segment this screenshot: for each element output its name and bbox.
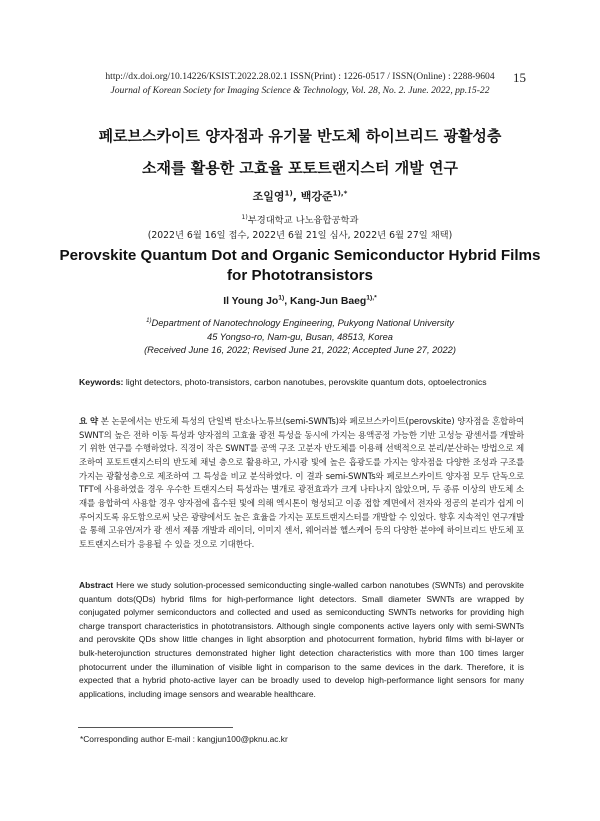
english-affiliation-address: 45 Yongso-ro, Nam-gu, Busan, 48513, Korea <box>207 332 393 342</box>
english-author-2-marker: 1),* <box>366 294 377 302</box>
korean-affiliation <box>0 212 600 226</box>
korean-abstract-text: 본 논문에서는 반도체 특성의 단일벽 탄소나노튜브(semi-SWNTs)와 페로브스카이트(perovskite) 양자점을 혼합하여 SWNT의 높은 전하 이동 특성과 양자점의 고효율 광전 특성을 동시에 가지는 용액공정 가능한 기반 고성능 광센서를 개발하기 위한 연구를 수행하였다. 직경이 작은 SWNT를 공액 구조 고분자 반도체를 이용해 선택적으로 분리/분산하는 방법으로 제조하여 포토트랜지스터의 반도체 채널 층으로 활용하고, 가시광 빛에 높은 흡광도를 가지는 양자점을 다양한 조성과 구조를 가지는 광활성층으로 제조하여 그 특성을 비교 분석하였다. 이 결과 semi-SWNTs와 페로브스카이트 양자점 모두 단독으로 TFT에 사용하였을 경우 우수한 트랜지스터 특성과는 별개로 광전효과가 크게 나타나지 않았으며, 두 종류 이상의 반도체 소재를 융합하여 사용할 경우 양자점에 흡수된 빛에 의해 엑시톤이 형성되고 이종 접합 계면에서 전자와 정공의 분리가 쉽게 이루어지도록 유도함으로써 낮은 광량에서도 높은 효율을 가지는 포토트랜지스터를 개발할 수 있었다. 향후 지속적인 연구개발을 통해 고유연/저가 광 센서 제품 개발과 레이더, 이미지 센서, 웨어러블 헬스케어 등의 다양한 분야에 하이브리드 반도체 포토트랜지스터가 응용될 수 있을 것으로 기대한다. <box>79 416 524 549</box>
english-title-line1: Perovskite Quantum Dot and Organic Semiconductor Hybrid Films <box>59 247 541 264</box>
corresponding-author-footnote: *Corresponding author E-mail : kangjun100@pknu.ac.kr <box>80 734 288 744</box>
english-title-line2: for Phototransistors <box>227 267 373 284</box>
korean-affiliation-marker: 1) <box>241 213 248 221</box>
korean-title-line2: 소재를 활용한 고효율 포토트랜지스터 개발 연구 <box>142 159 458 177</box>
english-abstract-text: Here we study solution-processed semiconducting single-walled carbon nanotubes (SWNTs) and perovskite quantum dots(QDs) hybrid films for high-performance light detectors. Small diameter SWNTs are wrapped by conjugated polymer semiconductors and collected and used as semiconducting SWNTs networks for providing high charge transport characteristics in phototransistors. Although single components active layers only with semi-SWNTs and perovskite QDs show little changes in light absorption and photocurrent formation, hybrid films with bi-layer or bulk-heterojunction structures demonstrated higher light detection characteristics with more than 100 times larger photocurrent under the illumination of visible light in comparison to the same devices in the dark. Therefore, it is expected that a hybrid photo-active layer can be broadly used to develop high-performance light sensors for many applications, including image sensors and wearable healthcare. <box>79 580 524 699</box>
doi-issn-header: http://dx.doi.org/10.14226/KSIST.2022.28.02.1 ISSN(Print) : 1226-0517 / ISSN(Online) : 2288-9604 <box>105 71 495 82</box>
english-affiliation-dept: Department of Nanotechnology Engineering, Pukyong National University <box>151 318 454 328</box>
english-affiliation <box>0 318 600 328</box>
korean-author-separator: , <box>292 190 301 203</box>
korean-author-1: 조일영 <box>252 190 285 203</box>
korean-abstract-label: 요 약 <box>79 416 99 426</box>
korean-dates: (2022년 6월 16일 접수, 2022년 6월 21일 심사, 2022년 6월 27일 채택) <box>147 230 453 241</box>
english-abstract <box>79 579 524 701</box>
keywords-label: Keywords: <box>79 377 124 387</box>
korean-author-1-marker: 1) <box>284 188 293 198</box>
english-abstract-label: Abstract <box>79 580 114 590</box>
korean-affiliation-text: 부경대학교 나노융합공학과 <box>247 215 359 226</box>
korean-title-line1: 페로브스카이트 양자점과 유기물 반도체 하이브리드 광활성층 <box>98 127 502 145</box>
footnote-divider <box>78 727 233 728</box>
english-author-1: Il Young Jo <box>223 296 279 307</box>
english-affiliation-marker: 1) <box>146 317 152 324</box>
korean-author-2: 백강준 <box>300 190 333 203</box>
keywords-text: light detectors, photo-transistors, carbon nanotubes, perovskite quantum dots, optoelectronics <box>123 377 487 387</box>
korean-author-2-marker: 1),* <box>332 188 348 198</box>
korean-abstract <box>79 415 524 552</box>
journal-citation-header: Journal of Korean Society for Imaging Science & Technology, Vol. 28, No. 2. June. 2022, pp.15-22 <box>110 85 490 96</box>
korean-authors <box>0 188 600 204</box>
page-number: 15 <box>513 70 526 85</box>
english-authors <box>0 296 600 307</box>
english-author-2: Kang-Jun Baeg <box>290 296 367 307</box>
english-author-separator: , <box>284 296 291 307</box>
keywords <box>79 377 524 387</box>
english-author-1-marker: 1) <box>278 294 285 302</box>
english-dates: (Received June 16, 2022; Revised June 21, 2022; Accepted June 27, 2022) <box>144 345 456 355</box>
